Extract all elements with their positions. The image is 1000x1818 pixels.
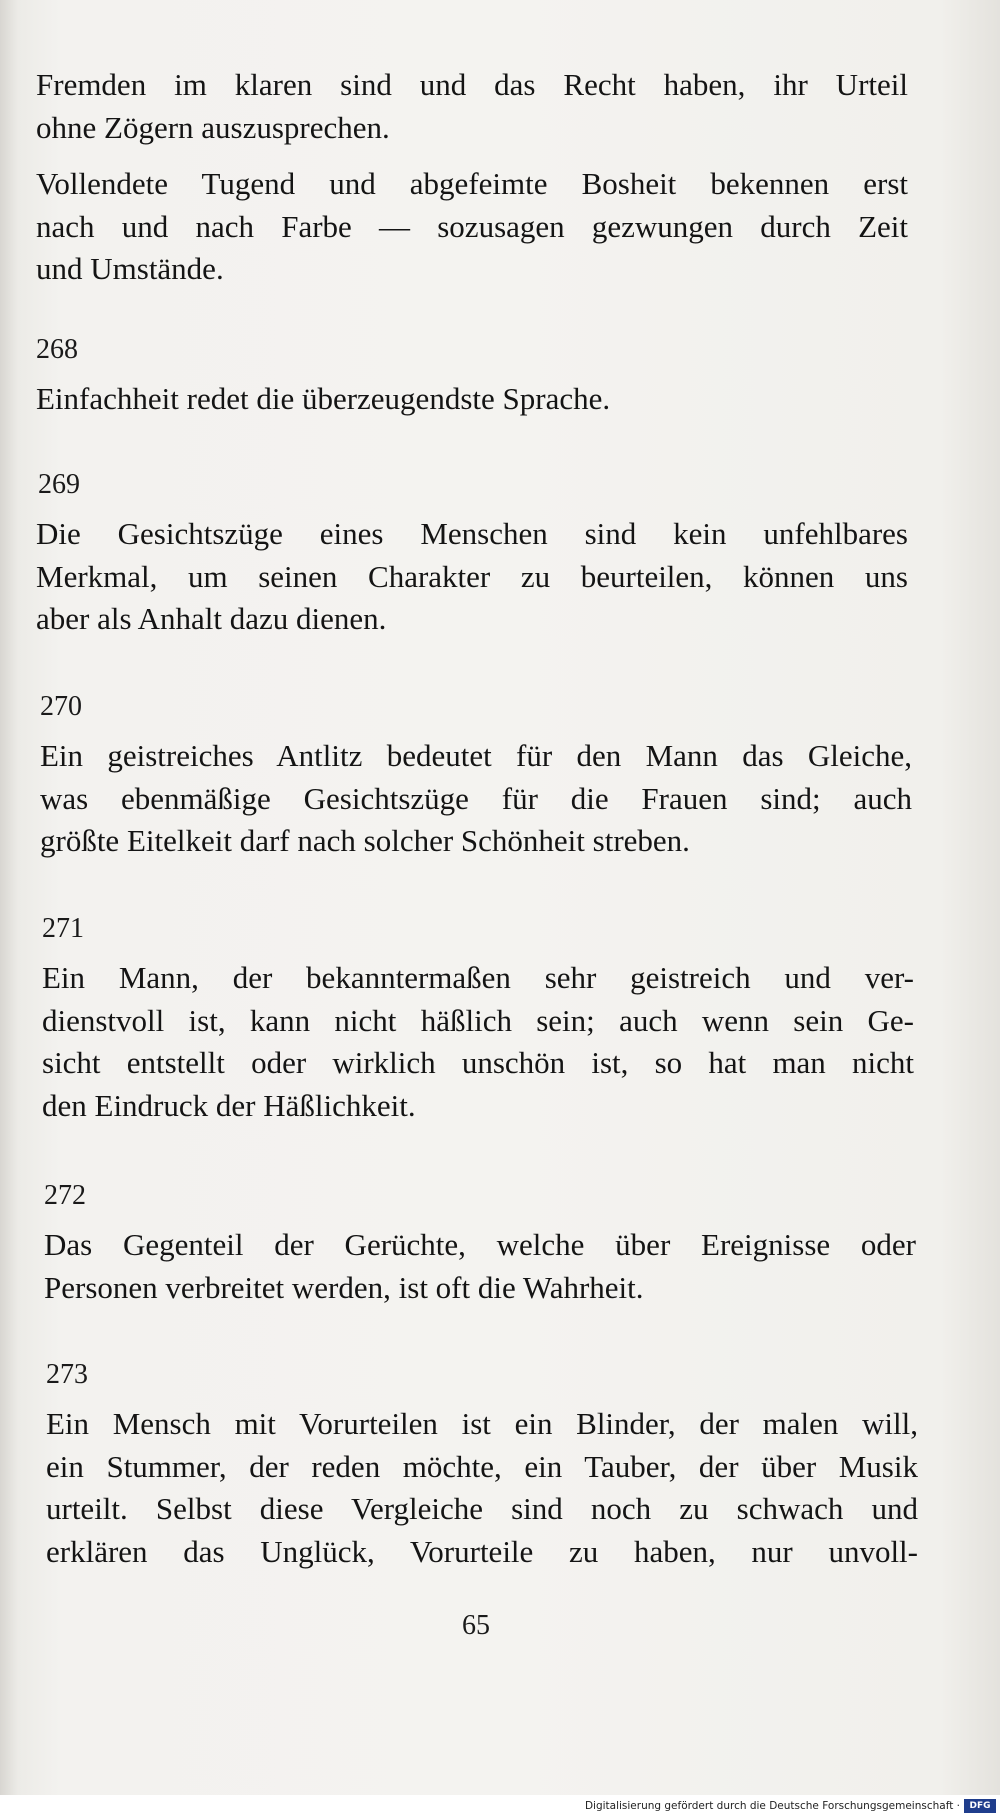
text-line: Das Gegenteil der Gerüchte, welche über Ereignisse oder bbox=[44, 1227, 916, 1262]
aphorism-number-271: 271 bbox=[42, 913, 84, 944]
text-line: und Umstände. bbox=[36, 251, 224, 286]
text-line: ohne Zögern auszusprechen. bbox=[36, 109, 390, 145]
text-line: größte Eitelkeit darf nach solcher Schönheit streben. bbox=[40, 823, 690, 858]
text-line: den Eindruck der Häßlichkeit. bbox=[42, 1087, 416, 1123]
aphorism-number-268: 268 bbox=[36, 334, 78, 365]
text-line: ein Stummer, der reden möchte, ein Tauber, der über Musik bbox=[46, 1448, 918, 1484]
aphorism-270 bbox=[40, 735, 912, 863]
text-line: Merkmal, um seinen Charakter zu beurteilen, können uns bbox=[36, 558, 908, 594]
aphorism-number-273: 273 bbox=[46, 1359, 88, 1390]
text-line: Vollendete Tugend und abgefeimte Bosheit bekennen erst bbox=[36, 166, 908, 201]
text-line: Die Gesichtszüge eines Menschen sind kein unfehlbares bbox=[36, 516, 908, 551]
text-line: erklären das Unglück, Vorurteile zu haben, nur unvoll- bbox=[46, 1533, 918, 1569]
aphorism-271 bbox=[42, 957, 914, 1127]
paragraph-unnumbered bbox=[36, 163, 908, 291]
dfg-logo: DFG bbox=[964, 1799, 996, 1813]
funding-credit: Digitalisierung gefördert durch die Deutsche Forschungsgemeinschaft · bbox=[584, 1800, 960, 1812]
aphorism-number-272: 272 bbox=[44, 1180, 86, 1211]
text-line: was ebenmäßige Gesichtszüge für die Frauen sind; auch bbox=[40, 780, 912, 816]
text-line: nach und nach Farbe — sozusagen gezwungen durch Zeit bbox=[36, 208, 908, 244]
text-line: aber als Anhalt dazu dienen. bbox=[36, 601, 387, 636]
digitization-footer bbox=[0, 1795, 1000, 1818]
aphorism-number-269: 269 bbox=[38, 469, 80, 500]
text-line: sicht entstellt oder wirklich unschön ist, so hat man nicht bbox=[42, 1045, 914, 1080]
aphorism-272 bbox=[44, 1224, 916, 1309]
paragraph-continuation bbox=[36, 64, 908, 149]
aphorism-269 bbox=[36, 513, 908, 641]
aphorism-268 bbox=[36, 378, 908, 421]
text-line: Personen verbreitet werden, ist oft die Wahrheit. bbox=[44, 1269, 644, 1305]
text-line: Einfachheit redet die überzeugendste Sprache. bbox=[36, 381, 611, 416]
page-number: 65 bbox=[462, 1610, 490, 1641]
text-line: dienstvoll ist, kann nicht häßlich sein; auch wenn sein Ge- bbox=[42, 1002, 914, 1038]
text-line: Ein Mann, der bekanntermaßen sehr geistreich und ver- bbox=[42, 960, 914, 995]
aphorism-273 bbox=[46, 1403, 918, 1573]
text-line: Fremden im klaren sind und das Recht haben, ihr Urteil bbox=[36, 67, 908, 102]
text-line: Ein Mensch mit Vorurteilen ist ein Blinder, der malen will, bbox=[46, 1406, 918, 1441]
aphorism-number-270: 270 bbox=[40, 691, 82, 722]
text-line: urteilt. Selbst diese Vergleiche sind noch zu schwach und bbox=[46, 1491, 918, 1526]
text-line: Ein geistreiches Antlitz bedeutet für den Mann das Gleiche, bbox=[40, 738, 912, 773]
